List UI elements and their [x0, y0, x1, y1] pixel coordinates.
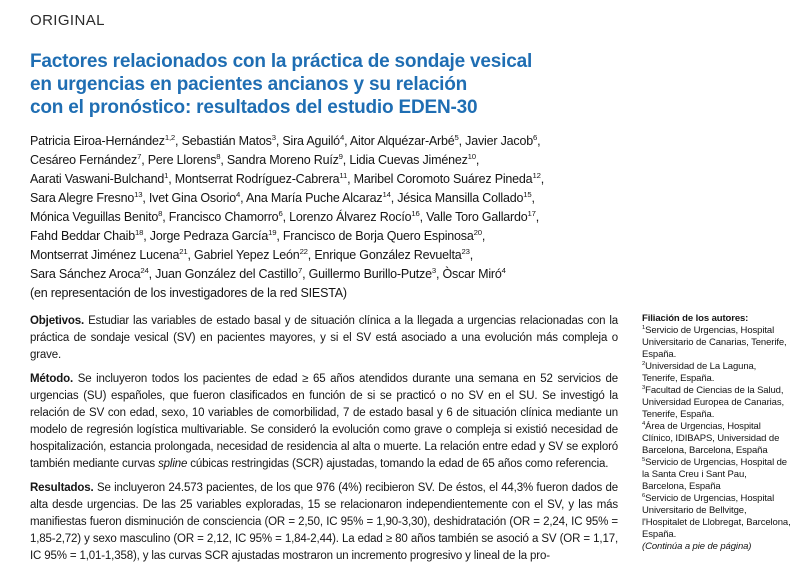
affiliations-continuation-note: (Continúa a pie de página)	[642, 541, 752, 552]
affiliation-item: $^1$Servicio de Urgencias, Hospital Universitario de Canarias, Tenerife, España.	[642, 324, 787, 360]
title-line-1: Factores relacionados con la práctica de sondaje vesical	[30, 51, 533, 72]
author-line: Cesáreo Fernández$^7$, Pere Llorens$^8$, Sandra Moreno Ruíz$^9$, Lidia Cuevas Jiménez$^{10}$,	[30, 151, 480, 167]
affiliations-sidebar	[642, 313, 792, 572]
title-line-3: con el pronóstico: resultados del estudio EDEN-30	[30, 97, 478, 118]
affiliation-item: $^3$Facultad de Ciencias de la Salud, Universidad Europea de Canarias, Tenerife, España.	[642, 384, 785, 420]
affiliation-item: $^4$Área de Urgencias, Hospital Clínico, IDIBAPS, Universidad de Barcelona, Barcelona, España	[642, 420, 780, 456]
abstract-paragraph-objetivos: Objetivos. Estudiar las variables de estado basal y de situación clínica a la llegada a urgencias relacionadas con la práctica de sondaje vesical (SV) en pacientes mayores, y si el SV está asociado a una evolución más compleja o grave.	[30, 315, 618, 361]
author-list	[30, 132, 785, 303]
author-line: Aarati Vaswani-Bulchand$^1$, Montserrat Rodríguez-Cabrera$^{11}$, Maribel Coromoto Suárez Pineda$^{12}$,	[30, 170, 544, 186]
section-kicker: ORIGINAL	[30, 12, 105, 29]
content-row	[30, 313, 791, 572]
author-collaboration-note: (en representación de los investigadores de la red SIESTA)	[30, 286, 347, 300]
author-line: Fahd Beddar Chaib$^{18}$, Jorge Pedraza García$^{19}$, Francisco de Borja Quero Espinosa$^{20}$,	[30, 227, 486, 243]
article-title	[30, 50, 785, 119]
author-line: Montserrat Jiménez Lucena$^{21}$, Gabriel Yepez León$^{22}$, Enrique González Revuelta$^{23}$,	[30, 246, 474, 262]
author-line: Patricia Eiroa-Hernández$^{1,2}$, Sebastián Matos$^3$, Sira Aguiló$^4$, Aitor Alquézar-Arbé$^5$, Javier Jacob$^6$,	[30, 132, 541, 148]
affiliation-item: $^2$Universidad de La Laguna, Tenerife, España.	[642, 360, 757, 384]
author-line: Mónica Veguillas Benito$^8$, Francisco Chamorro$^6$, Lorenzo Álvarez Rocío$^{16}$, Valle Toro Gallardo$^{17}$,	[30, 208, 540, 224]
author-line: Sara Sánchez Aroca$^{24}$, Juan González del Castillo$^7$, Guillermo Burillo-Putze$^3$, Òscar Miró$^4$	[30, 265, 506, 281]
author-line: Sara Alegre Fresno$^{13}$, Ivet Gina Osorio$^4$, Ana María Puche Alcaraz$^{14}$, Jésica Mansilla Collado$^{15}$,	[30, 189, 535, 205]
title-line-2: en urgencias en pacientes ancianos y su relación	[30, 74, 468, 95]
abstract	[30, 313, 618, 572]
affiliation-item: $^6$Servicio de Urgencias, Hospital Universitario de Bellvitge, l'Hospitalet de Llobregat, Barcelona, España.	[642, 492, 791, 540]
abstract-paragraph-metodo: Método. Se incluyeron todos los pacientes de edad ≥ 65 años atendidos durante una semana en 52 servicios de urgencias (SU) españoles, que fueron clasificados en función de si se practicó o no SV en el SU. Se investigó la relación de SV con edad, sexo, 10 variables de comorbilidad, 7 de estado basal y 6 de situación clínica mediante un modelo de regresión logística multivariable. Se consideró la evolución como grave o compleja si existió necesidad de hospitalización, estancia prolongada, necesidad de residencia al alta o muerte. La relación entre edad y SV se exploró también mediante curvas spline cúbicas restringidas (SCR) ajustadas, tomando la edad de 65 años como referencia.	[30, 373, 618, 470]
affiliations-heading: Filiación de los autores:	[642, 313, 749, 324]
affiliation-item: $^5$Servicio de Urgencias, Hospital de la Santa Creu i Sant Pau, Barcelona, España	[642, 456, 787, 492]
abstract-paragraph-resultados: Resultados. Se incluyeron 24.573 pacientes, de los que 976 (4%) recibieron SV. De éstos, el 44,3% fueron dados de alta desde urgencias. De las 25 variables exploradas, 15 se relacionaron independientemente con el SV, y las más manifiestas fueron disminución de consciencia (OR = 2,50, IC 95% = 1,90-3,30), deshidratación (OR = 2,24, IC 95% = 1,85-2,72) y sexo masculino (OR = 2,12, IC 95% = 1,84-2,44). La edad ≥ 80 años también se asoció a SV (OR = 1,17, IC 95% = 1,01-1,358), y las curvas SCR ajustadas mostraron un incremento progresivo y lineal de la pro-	[30, 482, 618, 562]
